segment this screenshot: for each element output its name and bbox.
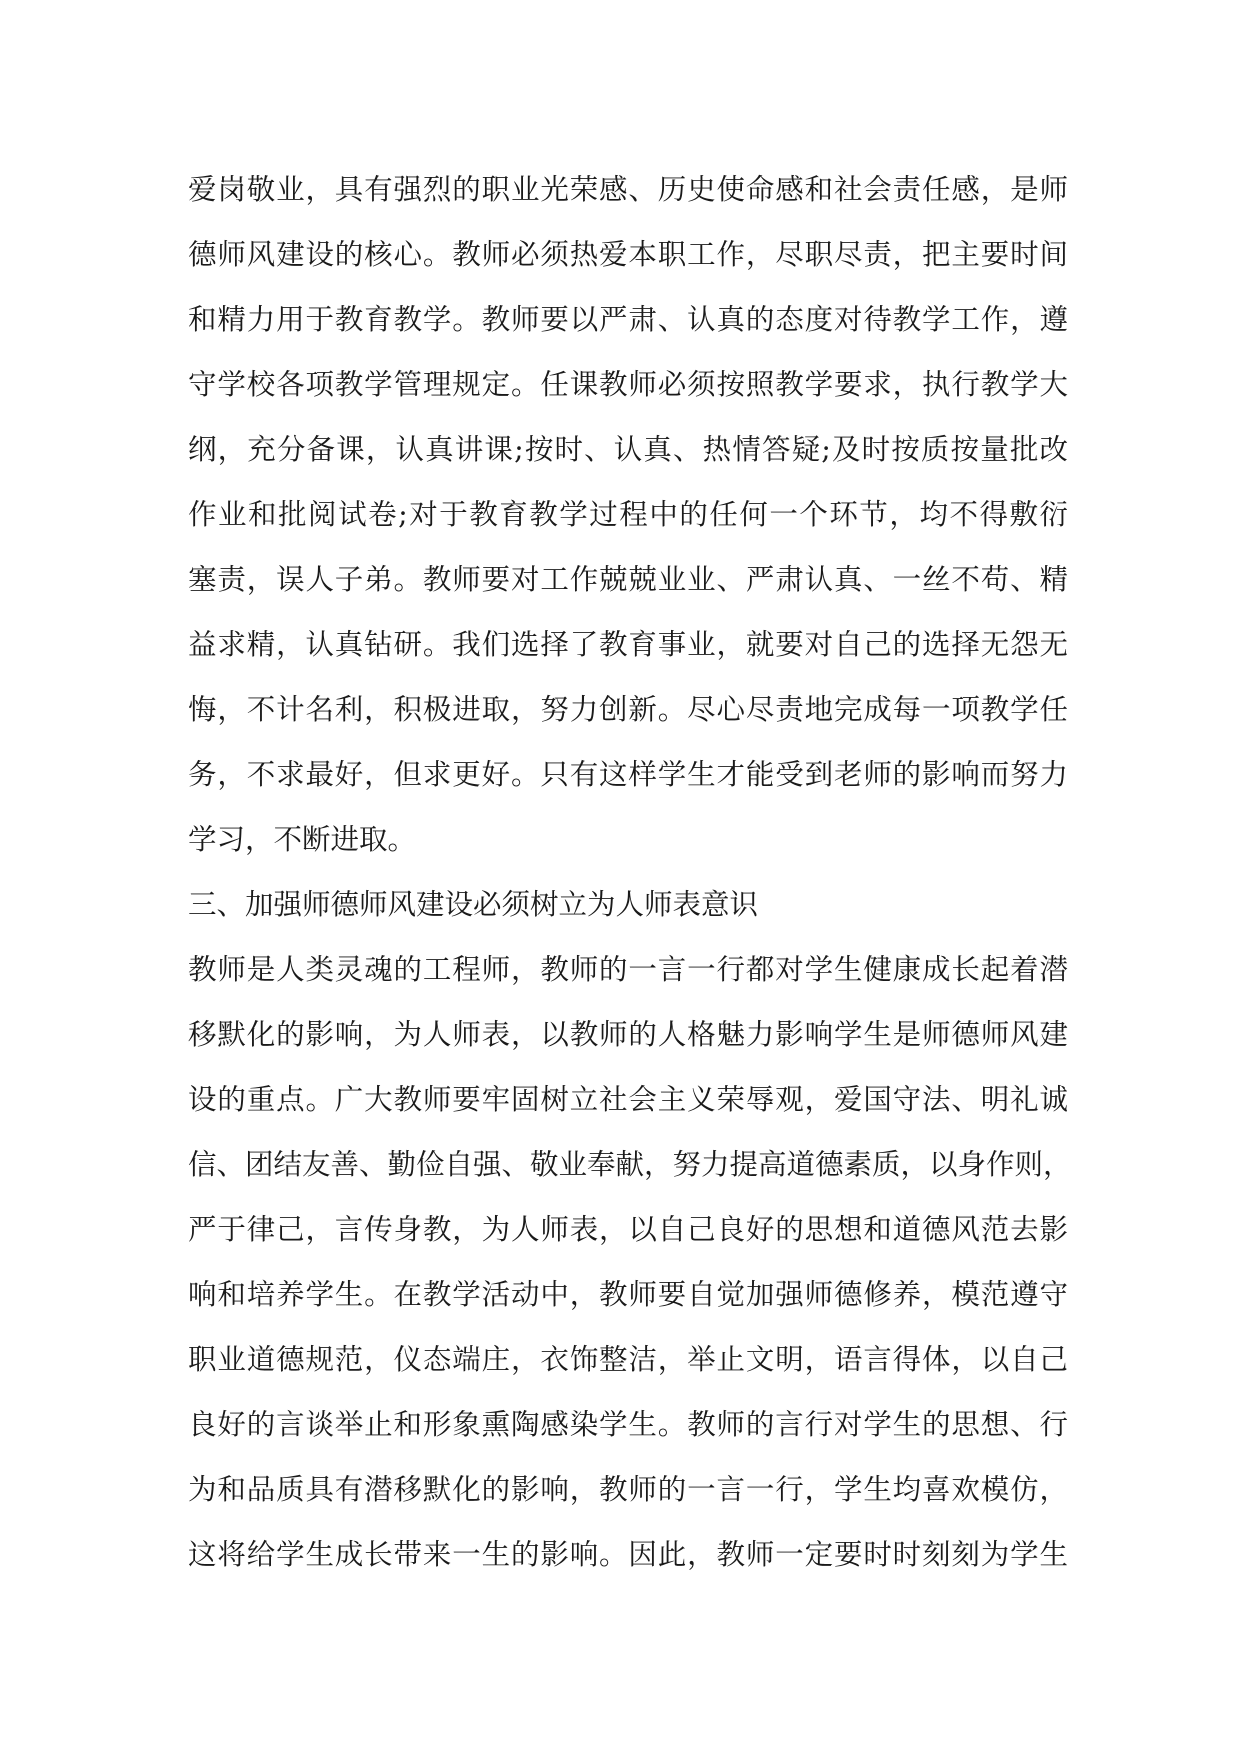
text-line: 务，不求最好，但求更好。只有这样学生才能受到老师的影响而努力	[188, 758, 1068, 791]
text-line: 塞责，误人子弟。教师要对工作兢兢业业、严肃认真、一丝不苟、精	[188, 563, 1068, 596]
text-line: 爱岗敬业，具有强烈的职业光荣感、历史使命感和社会责任感，是师	[188, 173, 1068, 206]
text-line: 益求精，认真钻研。我们选择了教育事业，就要对自己的选择无怨无	[188, 628, 1068, 661]
text-line: 为和品质具有潜移默化的影响，教师的一言一行，学生均喜欢模仿，	[188, 1473, 1068, 1506]
text-line: 良好的言谈举止和形象熏陶感染学生。教师的言行对学生的思想、行	[188, 1408, 1068, 1441]
text-line: 德师风建设的核心。教师必须热爱本职工作，尽职尽责，把主要时间	[188, 238, 1068, 271]
text-line: 守学校各项教学管理规定。任课教师必须按照教学要求，执行教学大	[188, 368, 1068, 401]
text-line: 纲，充分备课，认真讲课;按时、认真、热情答疑;及时按质按量批改	[188, 433, 1068, 466]
text-line: 和精力用于教育教学。教师要以严肃、认真的态度对待教学工作，遵	[188, 303, 1068, 336]
section-heading: 三、加强师德师风建设必须树立为人师表意识	[188, 888, 759, 921]
text-line: 职业道德规范，仪态端庄，衣饰整洁，举止文明，语言得体，以自己	[188, 1343, 1068, 1376]
text-line: 作业和批阅试卷;对于教育教学过程中的任何一个环节，均不得敷衍	[188, 498, 1068, 531]
text-line: 严于律己，言传身教，为人师表，以自己良好的思想和道德风范去影	[188, 1213, 1068, 1246]
text-line: 悔，不计名利，积极进取，努力创新。尽心尽责地完成每一项教学任	[188, 693, 1068, 726]
text-line: 移默化的影响，为人师表，以教师的人格魅力影响学生是师德师风建	[188, 1018, 1068, 1051]
text-line: 信、团结友善、勤俭自强、敬业奉献，努力提高道德素质，以身作则，	[188, 1148, 1072, 1181]
text-line: 这将给学生成长带来一生的影响。因此，教师一定要时时刻刻为学生	[188, 1538, 1068, 1571]
text-line: 设的重点。广大教师要牢固树立社会主义荣辱观，爱国守法、明礼诚	[188, 1083, 1068, 1116]
body-text	[188, 157, 1072, 1587]
text-line: 教师是人类灵魂的工程师，教师的一言一行都对学生健康成长起着潜	[188, 953, 1068, 986]
text-line: 响和培养学生。在教学活动中，教师要自觉加强师德修养，模范遵守	[188, 1278, 1068, 1311]
text-line: 学习，不断进取。	[188, 823, 417, 856]
